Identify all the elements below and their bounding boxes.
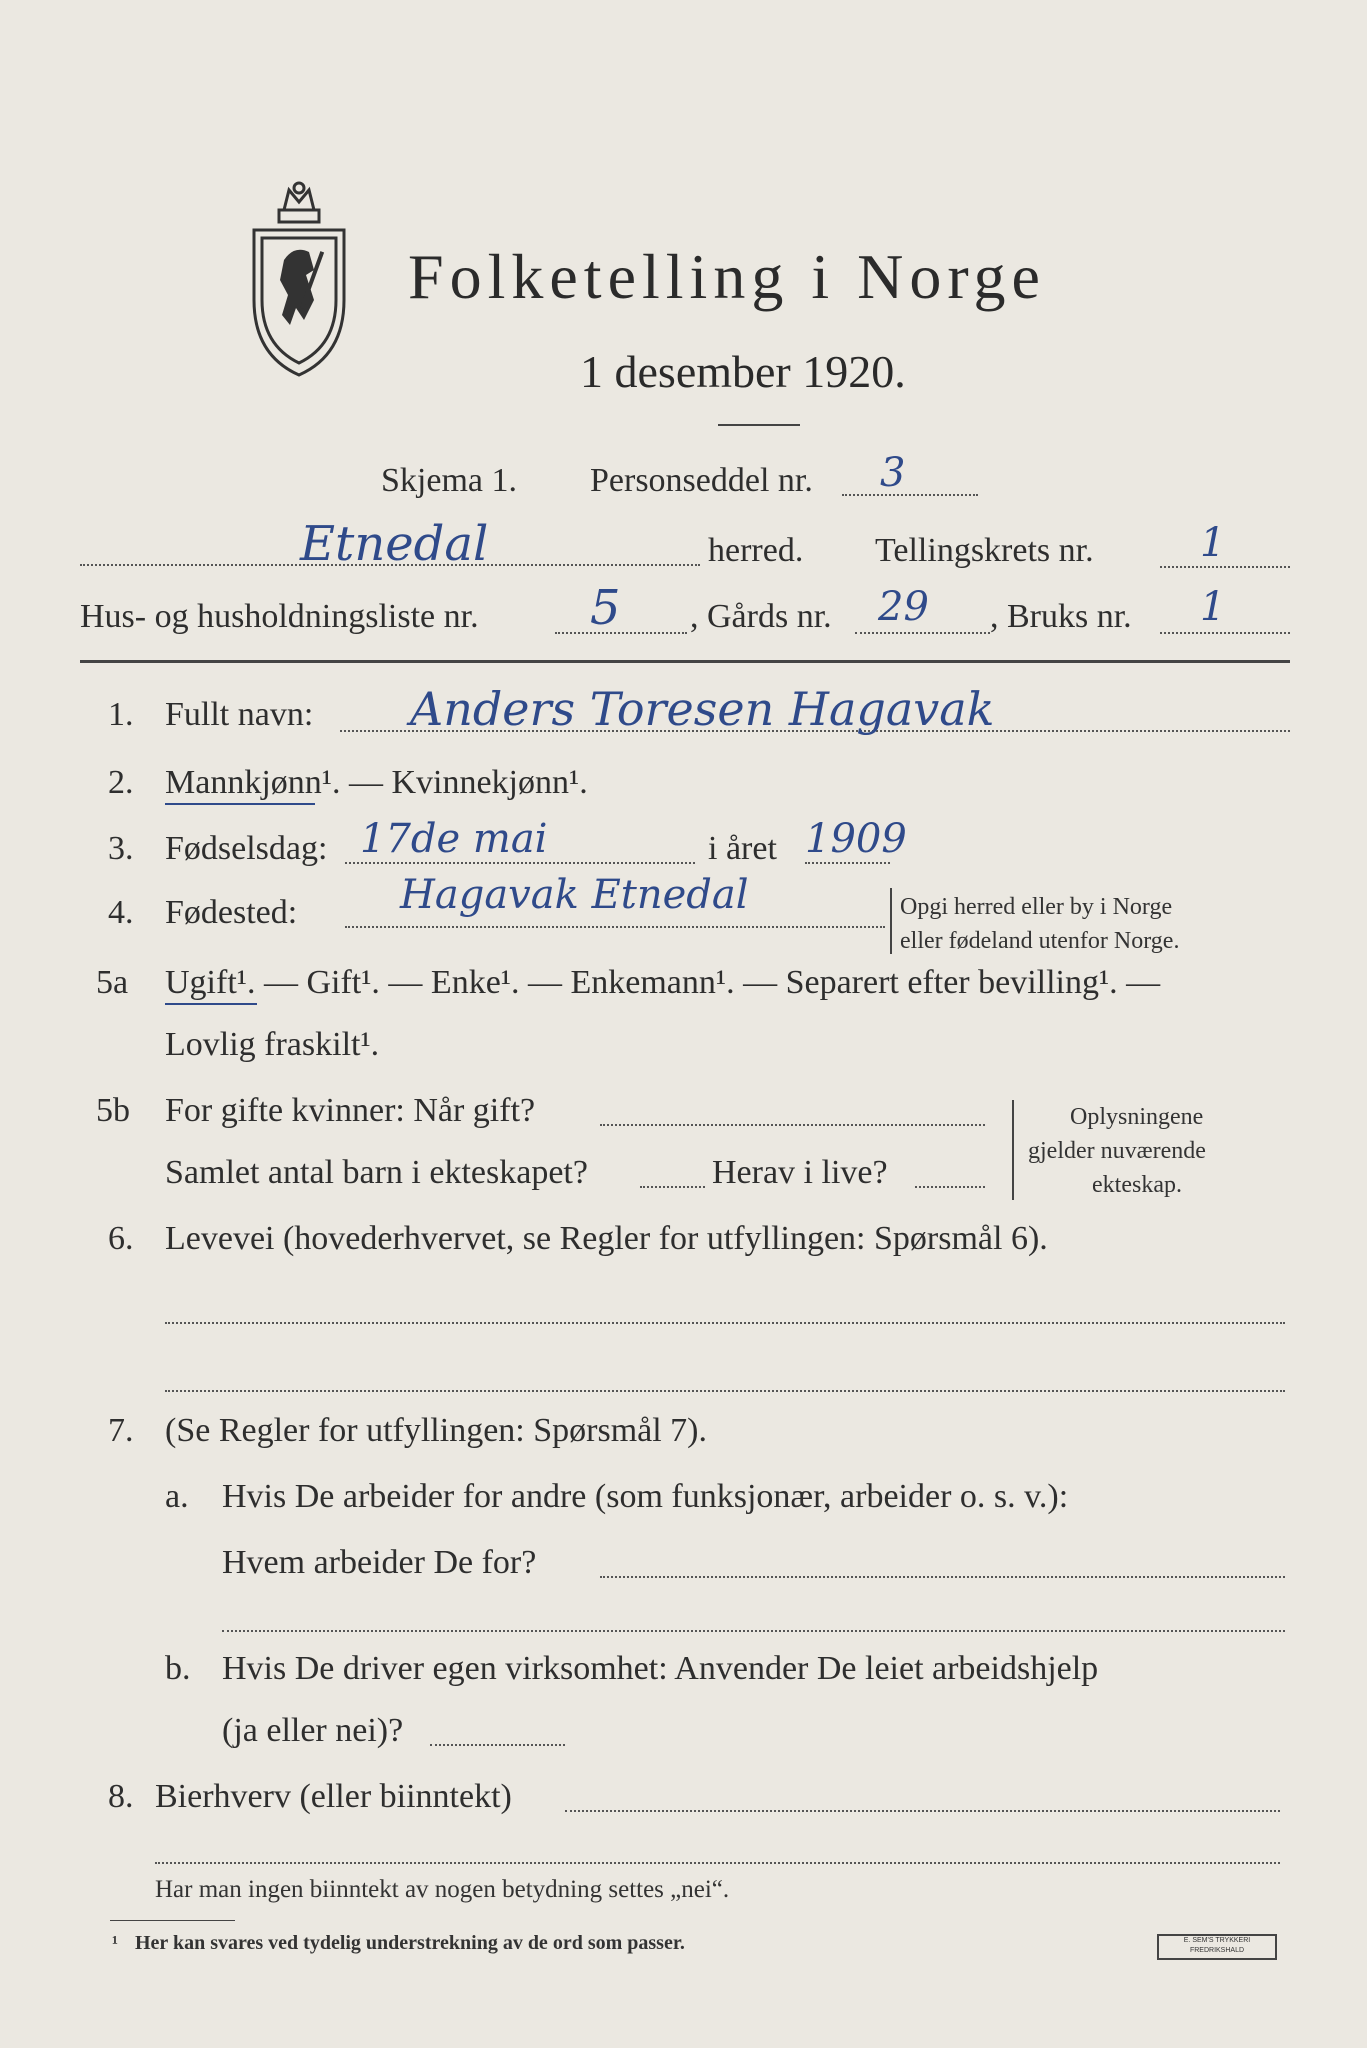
q6-number: 6. <box>108 1220 134 1257</box>
birthplace-value[interactable]: Hagavak Etnedal <box>400 872 749 918</box>
q5b-number: 5b <box>96 1092 130 1129</box>
q5a-number: 5a <box>96 964 129 1001</box>
personseddel-label: Personseddel nr. <box>590 462 813 499</box>
q5b-note-2: gjelder nuværende <box>1028 1138 1206 1164</box>
tellingskrets-value[interactable]: 1 <box>1200 520 1226 566</box>
q8-number: 8. <box>108 1778 134 1815</box>
bruks-label: , Bruks nr. <box>990 598 1132 635</box>
q4-note-line2: eller fødeland utenfor Norge. <box>900 928 1180 954</box>
herred-label: herred. <box>708 532 804 569</box>
q3-year-label: i året <box>708 830 777 867</box>
form-date: 1 desember 1920. <box>580 346 906 397</box>
q7-number: 7. <box>108 1412 134 1449</box>
ugift-underline <box>165 1003 257 1005</box>
q7a-label-2: Hvem arbeider De for? <box>222 1544 537 1581</box>
q5a-label: Ugift¹. — Gift¹. — Enke¹. — Enkemann¹. — Separert efter bevilling¹. — <box>165 964 1161 1001</box>
q2-number: 2. <box>108 764 134 801</box>
q3-label: Fødselsdag: <box>165 830 328 867</box>
gards-label: , Gårds nr. <box>690 598 832 635</box>
title-divider <box>718 424 800 426</box>
bruks-value[interactable]: 1 <box>1200 584 1226 630</box>
q6-answer-line-2[interactable] <box>165 1390 1285 1392</box>
q5b-label-3: Herav i live? <box>712 1154 888 1191</box>
header-rule <box>80 660 1290 663</box>
footnote-mark: ¹ <box>112 1932 118 1954</box>
q5a-label-2: Lovlig fraskilt¹. <box>165 1026 380 1063</box>
q8-answer-line-2[interactable] <box>155 1862 1280 1864</box>
skjema-label: Skjema 1. <box>381 462 517 499</box>
q4-number: 4. <box>108 894 134 931</box>
q1-number: 1. <box>108 696 134 733</box>
q5b-note-1: Oplysningene <box>1070 1104 1204 1130</box>
form-title: Folketelling i Norge <box>408 241 1046 312</box>
q2-label: Mannkjønn¹. — Kvinnekjønn¹. <box>165 764 588 801</box>
q5b-note-3: ekteskap. <box>1092 1172 1182 1198</box>
gards-value[interactable]: 29 <box>878 584 929 630</box>
herred-value[interactable]: Etnedal <box>300 516 489 572</box>
footer-note: Har man ingen biinntekt av nogen betydning settes „nei“. <box>155 1876 730 1903</box>
printer-stamp: E. SEM'S TRYKKERI FREDRIKSHALD <box>1157 1934 1277 1960</box>
q4-note-line1: Opgi herred eller by i Norge <box>900 894 1173 920</box>
footnote-text: Her kan svares ved tydelig understrekning av de ord som passer. <box>135 1932 685 1954</box>
q1-label: Fullt navn: <box>165 696 314 733</box>
q7b-label: Hvis De driver egen virksomhet: Anvender De leiet arbeidshjelp <box>222 1650 1099 1687</box>
husliste-label: Hus- og husholdningsliste nr. <box>80 598 479 635</box>
q7a-number: a. <box>165 1478 189 1515</box>
q7a-answer-line-2[interactable] <box>222 1630 1285 1632</box>
q8-answer-line[interactable] <box>565 1810 1280 1812</box>
norwegian-coat-of-arms-icon <box>244 180 354 380</box>
q3-number: 3. <box>108 830 134 867</box>
q4-label: Fødested: <box>165 894 298 931</box>
q6-answer-line-1[interactable] <box>165 1322 1285 1324</box>
q5b-label-2: Samlet antal barn i ekteskapet? <box>165 1154 588 1191</box>
birthday-value[interactable]: 17de mai <box>360 816 548 862</box>
mannkjonn-underline <box>165 803 315 805</box>
tellingskrets-label: Tellingskrets nr. <box>875 532 1094 569</box>
q7b-answer-line[interactable] <box>430 1744 565 1746</box>
full-name-value[interactable]: Anders Toresen Hagavak <box>410 682 995 736</box>
q6-label: Levevei (hovederhvervet, se Regler for utfyllingen: Spørsmål 6). <box>165 1220 1048 1257</box>
q7b-number: b. <box>165 1650 191 1687</box>
q7b-label-2: (ja eller nei)? <box>222 1712 404 1749</box>
q8-label: Bierhverv (eller biinntekt) <box>155 1778 512 1815</box>
q7-label: (Se Regler for utfyllingen: Spørsmål 7). <box>165 1412 708 1449</box>
personseddel-value[interactable]: 3 <box>880 450 906 496</box>
q5b-label: For gifte kvinner: Når gift? <box>165 1092 536 1129</box>
q7a-answer-line[interactable] <box>600 1576 1285 1578</box>
q7a-label: Hvis De arbeider for andre (som funksjonær, arbeider o. s. v.): <box>222 1478 1069 1515</box>
husliste-value[interactable]: 5 <box>590 580 621 636</box>
birth-year-value[interactable]: 1909 <box>805 816 907 862</box>
